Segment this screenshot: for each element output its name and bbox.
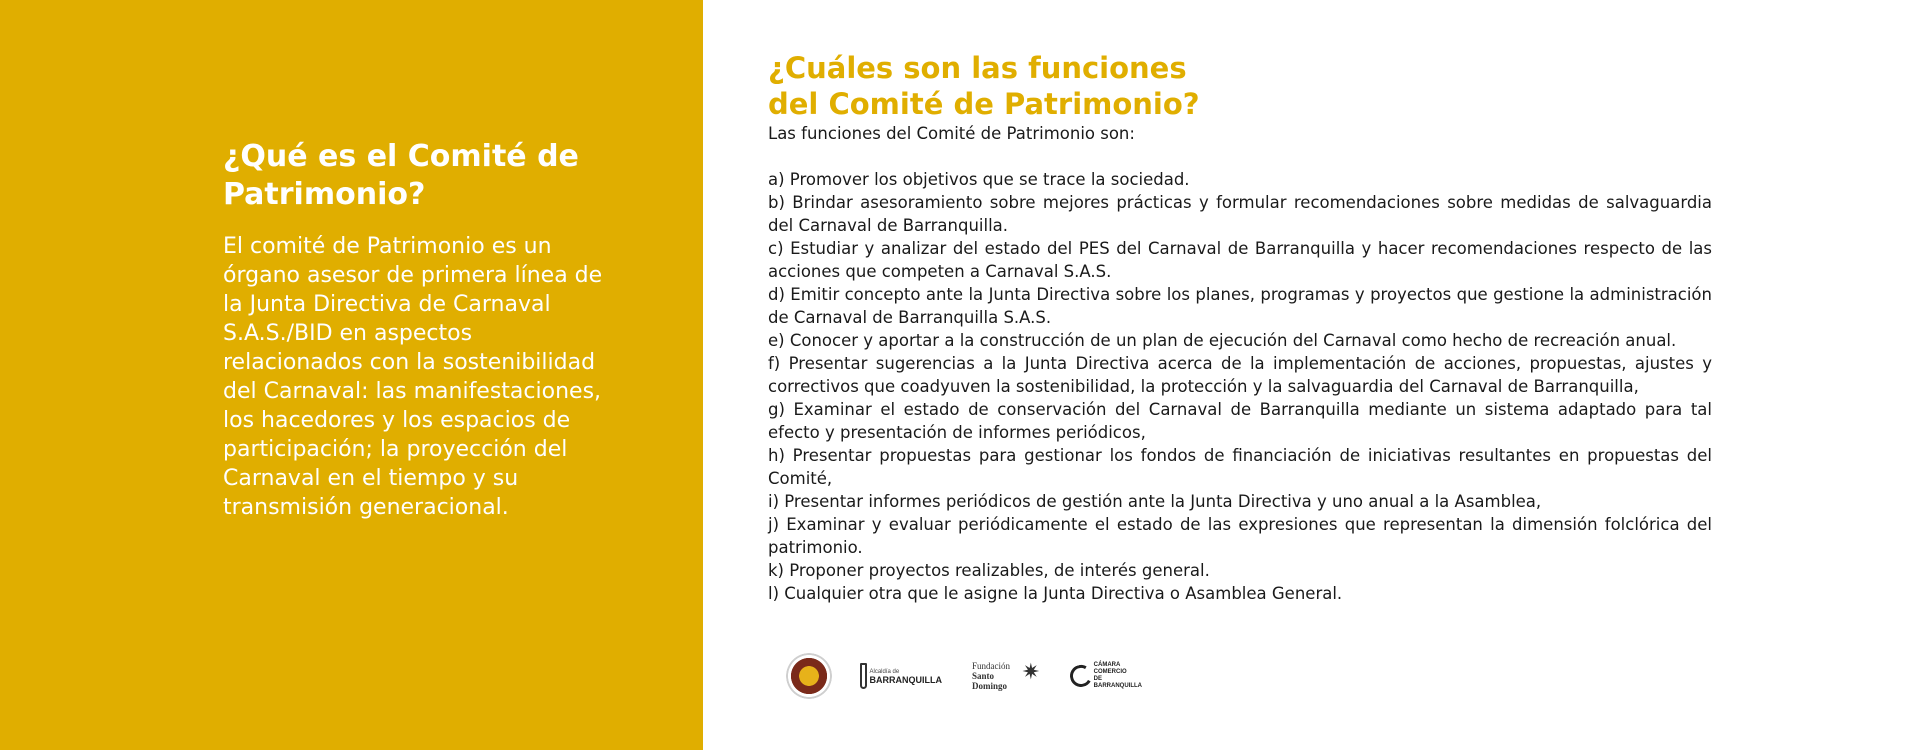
left-description: El comité de Patrimonio es un órgano asesor de primera línea de la Junta Directiva de Carnaval S.A.S./BID en aspectos relacionados con la sostenibilidad del Carnaval: las manifestaciones, los hacedores y los espacios de participación; la proyección del Carnaval en el tiempo y su transmisión generacional. [223, 234, 603, 520]
function-item-c: c) Estudiar y analizar del estado del PES del Carnaval de Barranquilla y hacer recomendaciones respecto de las acciones que competen a Carnaval S.A.S. [768, 239, 1712, 281]
camara-logo-line-1: CÁMARA [1093, 662, 1121, 668]
fundacion-logo-line-2: Santo Domingo [972, 671, 1008, 691]
function-item-e: e) Conocer y aportar a la construcción de un plan de ejecución del Carnaval como hecho de recreación anual. [768, 331, 1677, 350]
carnaval-seal-logo [784, 650, 834, 702]
alcaldia-logo [860, 663, 942, 689]
carnaval-seal-icon [786, 653, 832, 699]
shield-icon [860, 663, 867, 689]
functions-heading-line-2: del Comité de Patrimonio? [768, 87, 1200, 121]
camara-logo-line-3: DE BARRANQUILLA [1093, 676, 1142, 689]
function-item-l: l) Cualquier otra que le asigne la Junta Directiva o Asamblea General. [768, 584, 1343, 603]
camara-logo-line-2: COMERCIO [1093, 669, 1127, 675]
function-item-g: g) Examinar el estado de conservación del Carnaval de Barranquilla mediante un sistema adaptado para tal efecto y presentación de informes periódicos, [768, 400, 1712, 442]
fundacion-logo [972, 661, 1040, 691]
alcaldia-logo-name: BARRANQUILLA [869, 675, 942, 685]
function-item-d: d) Emitir concepto ante la Junta Directiva sobre los planes, programas y proyectos que gestione la administración de Carnaval de Barranquilla S.A.S. [768, 285, 1712, 327]
function-item-f: f) Presentar sugerencias a la Junta Directiva acerca de la implementación de acciones, propuestas, ajustes y correctivos que coadyuven la sostenibilidad, la protección y la salvaguardia del Carnaval de Barranquilla, [768, 354, 1712, 396]
left-yellow-panel [0, 0, 703, 750]
function-item-j: j) Examinar y evaluar periódicamente el estado de las expresiones que representan la dimensión folclórica del patrimonio. [768, 515, 1712, 557]
functions-section [768, 50, 1712, 605]
functions-heading [768, 50, 1712, 122]
alcaldia-logo-small-text: Alcaldía de [869, 669, 900, 675]
partner-logos [784, 648, 1142, 704]
camara-logo [1070, 662, 1142, 690]
fundacion-logo-line-1: Fundación [972, 661, 1010, 671]
left-heading: ¿Qué es el Comité de Patrimonio? [223, 139, 579, 212]
function-item-i: i) Presentar informes periódicos de gestión ante la Junta Directiva y uno anual a la Asamblea, [768, 492, 1542, 511]
function-item-h: h) Presentar propuestas para gestionar los fondos de financiación de iniciativas resultantes en propuestas del Comité, [768, 446, 1712, 488]
functions-intro: Las funciones del Comité de Patrimonio son: [768, 124, 1135, 143]
function-item-b: b) Brindar asesoramiento sobre mejores prácticas y formular recomendaciones sobre medidas de salvaguardia del Carnaval de Barranquilla. [768, 193, 1712, 235]
function-item-k: k) Proponer proyectos realizables, de interés general. [768, 561, 1210, 580]
swirl-icon [1068, 663, 1095, 690]
star-icon: ✷ [1021, 659, 1040, 684]
functions-list [768, 168, 1712, 605]
function-item-a: a) Promover los objetivos que se trace la sociedad. [768, 170, 1190, 189]
functions-heading-line-1: ¿Cuáles son las funciones [768, 51, 1187, 85]
